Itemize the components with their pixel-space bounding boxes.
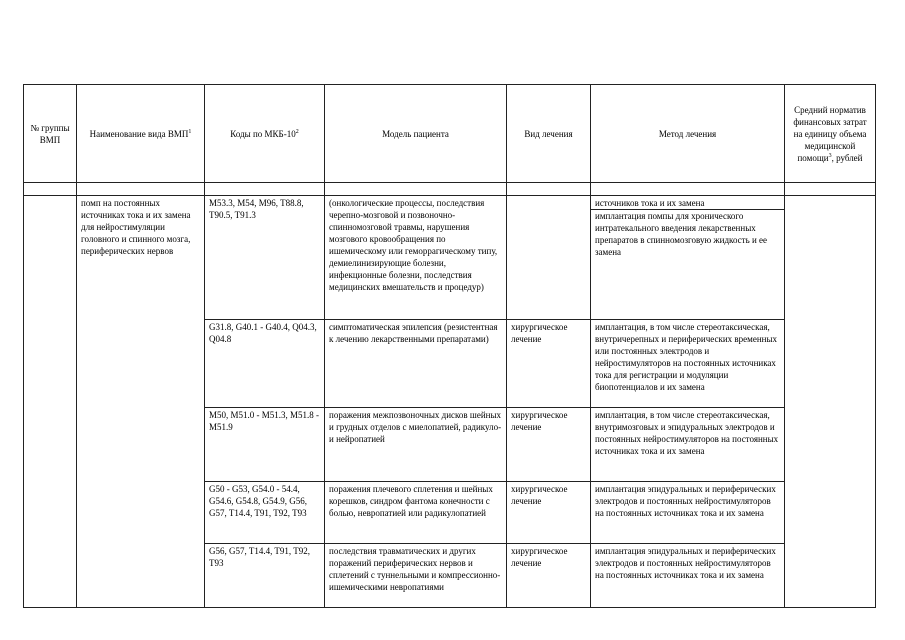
icd-codes-cell: G31.8, G40.1 - G40.4, Q04.3, Q04.8 bbox=[205, 320, 325, 408]
treatment-type-cell: хирургическое лечение bbox=[507, 408, 591, 482]
header-group-no: № группы ВМП bbox=[24, 85, 77, 183]
header-icd-codes: Коды по МКБ-$10^2$ bbox=[205, 85, 325, 183]
patient-model-cell: (онкологические процессы, последствия черепно-мозговой и позвоночно-спинномозговой травмы, нарушения мозгового кровообращения по ишемическому или геморрагическому типу, демиелинизирующие болезни, инфекционные болезни, последствия медицинских вмешательств и процедур) bbox=[325, 196, 507, 320]
treatment-method-text: имплантация помпы для хронического интратекального введения лекарственных препаратов в спинномозговую жидкость и ее замена bbox=[595, 211, 768, 257]
treatment-type-cell: хирургическое лечение bbox=[507, 544, 591, 608]
cost-norm-cell bbox=[785, 196, 876, 608]
header-treatment-type: Вид лечения bbox=[507, 85, 591, 183]
patient-model-cell: поражения плечевого сплетения и шейных корешков, синдром фантома конечности с болью, невропатией или радикулопатией bbox=[325, 482, 507, 544]
treatment-method-continued: источников тока и их замена bbox=[591, 197, 784, 210]
treatment-method-cell: имплантация эпидуральных и периферических электродов и постоянных нейростимуляторов на постоянных источниках тока и их замена bbox=[591, 544, 785, 608]
treatment-method-cell: имплантация эпидуральных и периферических электродов и постоянных нейростимуляторов на постоянных источниках тока и их замена bbox=[591, 482, 785, 544]
treatment-type-cell: хирургическое лечение bbox=[507, 482, 591, 544]
icd-codes-cell: M50, M51.0 - M51.3, M51.8 - M51.9 bbox=[205, 408, 325, 482]
treatment-type-cell: хирургическое лечение bbox=[507, 320, 591, 408]
icd-codes-cell: G56, G57, T14.4, T91, T92, T93 bbox=[205, 544, 325, 608]
vmp-name-cell: помп на постоянных источниках тока и их замена для нейростимуляции головного и спинного мозга, периферических нервов bbox=[77, 196, 205, 608]
header-row bbox=[24, 85, 876, 183]
header-cost-norm: Средний норматив финансовых затрат на единицу объема медицинской помощи$^3$, рублей bbox=[785, 85, 876, 183]
spacer-row bbox=[24, 183, 876, 196]
patient-model-cell: последствия травматических и других поражений периферических нервов и сплетений с туннельными и компрессионно-ишемическими невропатиями bbox=[325, 544, 507, 608]
group-no-cell bbox=[24, 196, 77, 608]
table-row bbox=[24, 196, 876, 320]
vmp-table bbox=[23, 84, 876, 608]
icd-codes-cell: G50 - G53, G54.0 - 54.4, G54.6, G54.8, G54.9, G56, G57, T14.4, T91, T92, T93 bbox=[205, 482, 325, 544]
header-treatment-method: Метод лечения bbox=[591, 85, 785, 183]
treatment-type-cell bbox=[507, 196, 591, 320]
treatment-method-cell bbox=[591, 196, 785, 320]
patient-model-cell: симптоматическая эпилепсия (резистентная к лечению лекарственными препаратами) bbox=[325, 320, 507, 408]
treatment-method-cell: имплантация, в том числе стереотаксическая, внутримозговых и эпидуральных электродов и постоянных нейростимуляторов на постоянных источниках тока и их замена bbox=[591, 408, 785, 482]
icd-codes-cell: M53.3, M54, M96, T88.8, T90.5, T91.3 bbox=[205, 196, 325, 320]
header-patient-model: Модель пациента bbox=[325, 85, 507, 183]
header-vmp-name: Наименование вида ВМП$^1$ bbox=[77, 85, 205, 183]
patient-model-cell: поражения межпозвоночных дисков шейных и грудных отделов с миелопатией, радикуло- и нейропатией bbox=[325, 408, 507, 482]
treatment-method-cell: имплантация, в том числе стереотаксическая, внутричерепных и периферических временных или постоянных электродов и нейростимуляторов на постоянных источниках тока для регистрации и модуляции биопотенциалов и их замена bbox=[591, 320, 785, 408]
